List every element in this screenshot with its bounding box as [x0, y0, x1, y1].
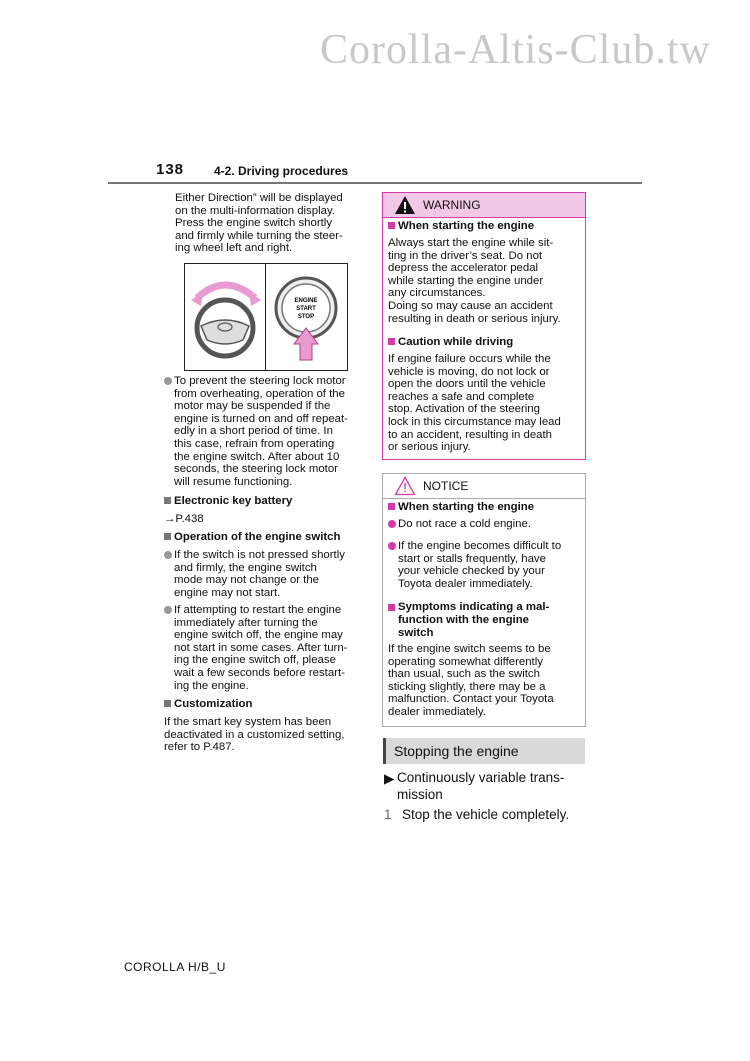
steering-lock-note: To prevent the steering lock motor from overheating, operation of the motor may be suspended if the engine is turned on and off repeat- edly in a short period of time. In this case, refrain from operating the engine switch. After about 10 seconds, the steering lock motor will resume functioning. — [164, 375, 369, 495]
battery-ref-link[interactable]: →P.438 — [164, 513, 204, 525]
square-bullet-icon — [388, 604, 395, 611]
engine-label: ENGINE — [294, 298, 318, 304]
warning-heading-driving: Caution while driving — [388, 336, 513, 349]
notice-title: NOTICE — [423, 479, 469, 493]
warning-triangle-icon — [394, 195, 416, 215]
heading-battery: Electronic key battery — [164, 495, 292, 508]
warning-box — [382, 192, 586, 460]
operation-note-2: If attempting to restart the engine immediately after turning the engine switch off, the engine may not start in some cases. After turn- ing the engine switch off, please wait a few seconds before restart- ing the engine. — [164, 604, 369, 696]
square-bullet-icon — [388, 338, 395, 345]
watermark: Corolla-Altis-Club.tw — [320, 27, 711, 73]
warning-header — [383, 193, 585, 218]
square-bullet-icon — [164, 497, 171, 504]
warning-text-starting: Always start the engine while sit- ting in the driver’s seat. Do not depress the accelerator pedal while starting the engine under any circumstances. Doing so may cause an accident resulting in death or serious injury. — [388, 237, 561, 325]
engine-button-icon — [266, 264, 346, 370]
notice-triangle-icon — [394, 476, 416, 496]
transmission-marker-icon: ▶ — [384, 771, 395, 786]
step-number: 1 — [384, 807, 392, 822]
notice-header — [383, 474, 585, 499]
heading-operation: Operation of the engine switch — [164, 531, 340, 544]
square-bullet-icon — [388, 503, 395, 510]
stop-label: STOP — [297, 314, 315, 320]
notice-bullet-difficult: If the engine becomes difficult to start or stalls frequently, have your vehicle checked by your Toyota dealer immediately. — [388, 540, 583, 592]
warning-text-driving: If engine failure occurs while the vehicle is moving, do not lock or open the doors until the vehicle reaches a safe and complete stop. Activation of the steering lock in this circumstance may lead to an accident, resulting in death or serious injury. — [388, 353, 561, 454]
step-text: Stop the vehicle completely. — [402, 807, 570, 822]
start-label: START — [296, 306, 316, 312]
notice-text-symptoms: If the engine switch seems to be operating somewhat differently than usual, such as the switch sticking slightly, there may be a malfunction. Contact your Toyota dealer immediately. — [388, 643, 554, 718]
heading-customization: Customization — [164, 698, 252, 711]
stopping-engine-heading: Stopping the engine — [383, 738, 585, 764]
steering-figure — [184, 263, 348, 371]
page-number: 138 — [156, 161, 185, 178]
notice-box — [382, 473, 586, 727]
footer-label: COROLLA H/B_U — [124, 960, 226, 974]
intro-text: Either Direction” will be displayed on the multi-information display. Press the engine switch shortly and firmly while turning the steer- ing wheel left and right. — [175, 192, 343, 255]
transmission-item: Continuously variable trans- mission — [397, 770, 565, 802]
square-bullet-icon — [164, 533, 171, 540]
header-rule — [108, 182, 642, 184]
warning-title: WARNING — [423, 198, 481, 212]
warning-heading-starting: When starting the engine — [388, 220, 534, 233]
square-bullet-icon — [164, 700, 171, 707]
customization-text: If the smart key system has been deactivated in a customized setting, refer to P.487. — [164, 716, 345, 754]
operation-note-1: If the switch is not pressed shortly and firmly, the engine switch mode may not change or the engine may not start. — [164, 549, 369, 601]
notice-heading-symptoms: Symptoms indicating a mal- function with the engine switch — [388, 601, 583, 640]
square-bullet-icon — [388, 222, 395, 229]
steering-wheel-icon — [185, 264, 265, 370]
notice-bullet-cold-engine: Do not race a cold engine. — [388, 518, 583, 532]
section-title: 4-2. Driving procedures — [214, 164, 349, 178]
notice-heading-starting: When starting the engine — [388, 501, 534, 514]
